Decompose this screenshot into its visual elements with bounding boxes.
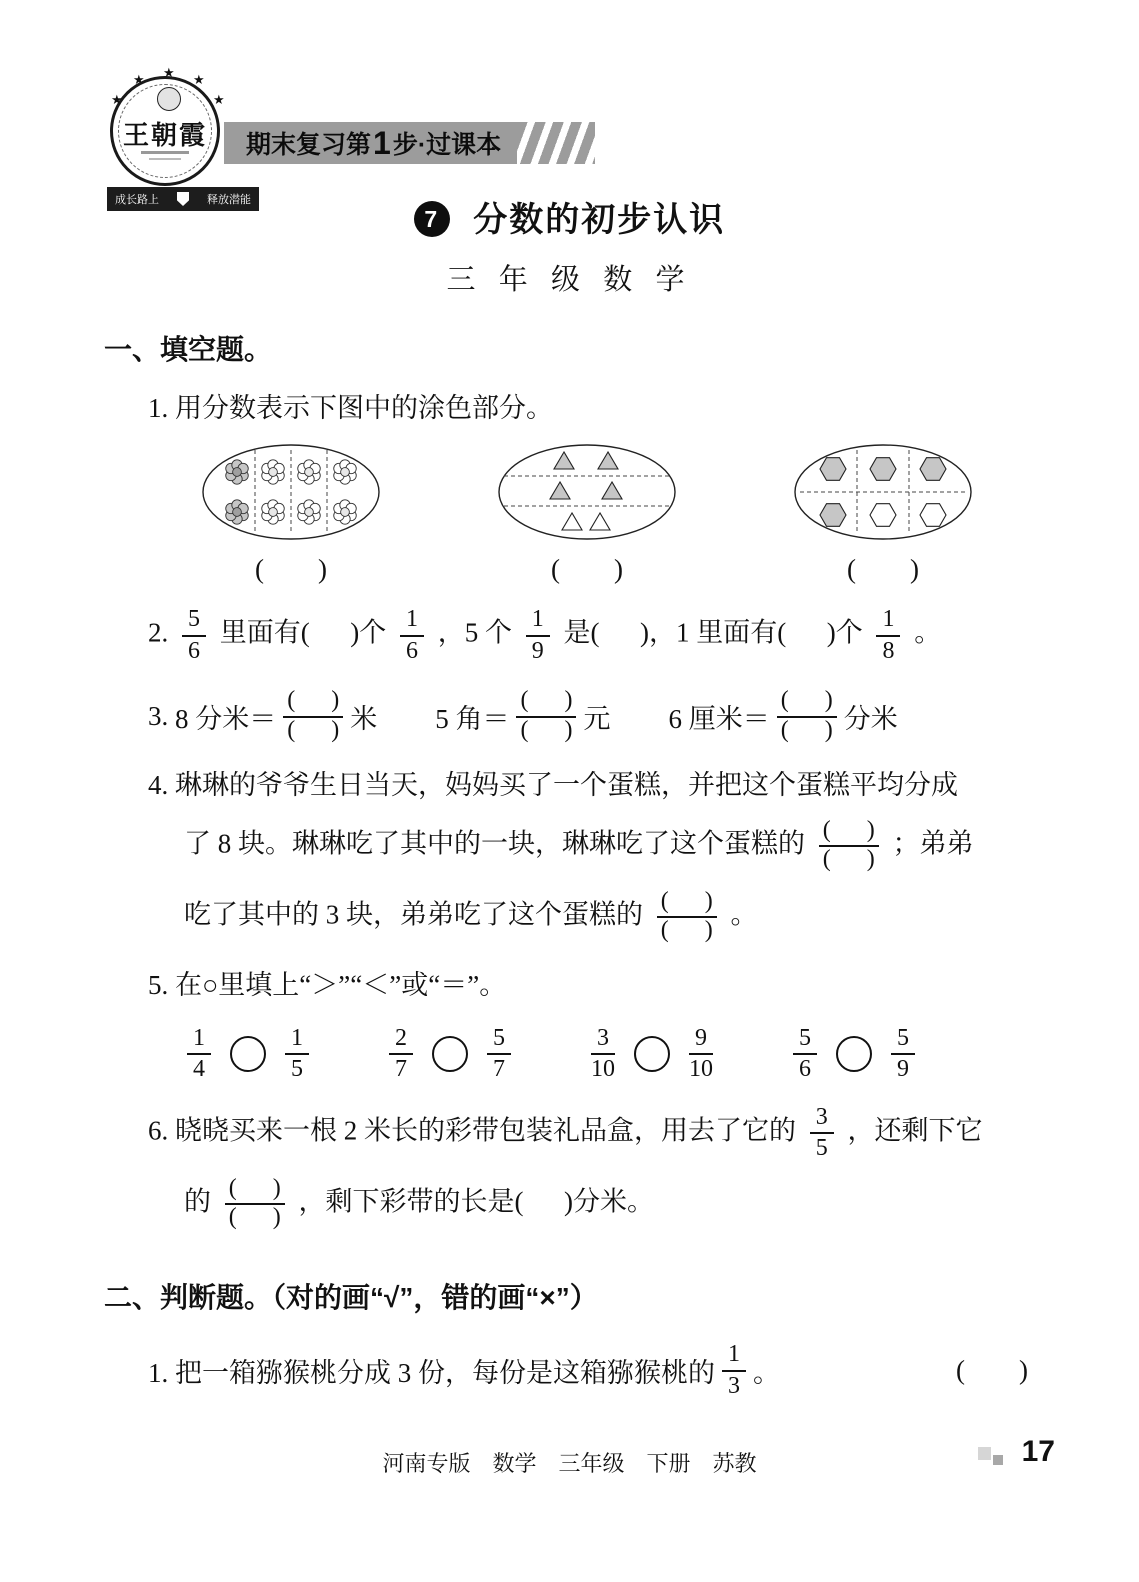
question-text: 6 厘米＝ bbox=[668, 704, 770, 735]
portrait-icon bbox=[157, 87, 181, 111]
logo-divider bbox=[141, 151, 189, 154]
question-6-line2 bbox=[184, 1176, 1139, 1233]
page-header bbox=[0, 0, 1139, 210]
question-text: 的 bbox=[184, 1186, 211, 1217]
question-4-line3 bbox=[184, 889, 1139, 946]
fraction-1-9: $\frac{1}{9}$ bbox=[526, 607, 550, 664]
question-text: 了 8 块。琳琳吃了其中的一块，琳琳吃了这个蛋糕的 bbox=[184, 828, 805, 859]
question-1-answer-blanks bbox=[196, 554, 1139, 585]
fraction-right: $\frac{5}{7}$ bbox=[487, 1026, 511, 1083]
comparison-pair bbox=[584, 1026, 720, 1083]
star-icon: ★ bbox=[163, 66, 175, 81]
fraction-right: $\frac{1}{5}$ bbox=[285, 1026, 309, 1083]
question-text: 。 bbox=[730, 899, 758, 930]
question-3 bbox=[148, 688, 1139, 745]
footer-edition-text: 河南专版 数学 三年级 下册 苏教 bbox=[382, 1451, 757, 1477]
fraction-left: $\frac{3}{10}$ bbox=[591, 1024, 615, 1083]
brand-name: 王朝霞 bbox=[122, 121, 207, 150]
figure-hexagons-svg bbox=[788, 442, 978, 542]
star-icon: ★ bbox=[111, 93, 123, 108]
question-text: 。 bbox=[914, 618, 942, 649]
section2-heading: 二、判断题。（对的画“√”，错的画“×”） bbox=[104, 1282, 598, 1314]
fraction-left: $\frac{1}{4}$ bbox=[187, 1026, 211, 1083]
question-text: 分米。 bbox=[572, 1186, 654, 1217]
fraction-1-6: $\frac{1}{6}$ bbox=[400, 607, 424, 664]
unit-number-badge: 7 bbox=[414, 201, 450, 237]
q3-part-1 bbox=[148, 688, 377, 745]
blank-fraction: $\frac{( )}{( )}$ bbox=[225, 1176, 285, 1233]
compare-circle bbox=[230, 1036, 266, 1072]
question-text: ，还剩下它 bbox=[847, 1115, 983, 1146]
compare-circle bbox=[634, 1036, 670, 1072]
question-text: ，剩下彩带的长是 bbox=[298, 1186, 515, 1217]
question-text: 6. 晓晓买来一根 2 米长的彩带包装礼品盒，用去了它的 bbox=[148, 1115, 796, 1146]
question-5-label: 5. 在○里填上“＞”“＜”或“＝”。 bbox=[148, 970, 507, 1001]
ribbon-right-text: 释放潜能 bbox=[207, 194, 251, 206]
q3-part-2 bbox=[435, 688, 610, 745]
banner-text bbox=[224, 122, 517, 164]
comparison-pair bbox=[382, 1026, 518, 1083]
page-footer bbox=[0, 1433, 1139, 1493]
answer-blank: ( ) bbox=[300, 618, 360, 649]
fraction-1-8: $\frac{1}{8}$ bbox=[876, 607, 900, 664]
banner-pre: 期末复习第 bbox=[246, 131, 372, 159]
brand-logo bbox=[96, 66, 251, 210]
question-text: ；弟弟 bbox=[892, 828, 974, 859]
question-number: 3. bbox=[148, 701, 169, 732]
comparison-pair bbox=[786, 1026, 922, 1083]
square-decoration bbox=[993, 1455, 1003, 1465]
answer-blank: ( ) bbox=[777, 618, 836, 649]
unit-title-text: 分数的初步认识 bbox=[473, 201, 726, 239]
answer-blank: ( ) bbox=[590, 618, 649, 649]
star-icon: ★ bbox=[193, 73, 205, 88]
unit-label: 分米 bbox=[843, 704, 898, 735]
figure-flowers-svg bbox=[196, 442, 386, 542]
fraction-left: $\frac{5}{6}$ bbox=[793, 1026, 817, 1083]
question-text: 。 bbox=[753, 1358, 780, 1389]
logo-ribbon bbox=[107, 187, 259, 211]
ribbon-left-text: 成长路上 bbox=[115, 194, 159, 206]
blank-fraction: $\frac{( )}{( )}$ bbox=[657, 889, 717, 946]
figure-flowers bbox=[196, 442, 386, 542]
question-text: 个 bbox=[835, 618, 863, 649]
blank-fraction: $\frac{( )}{( )}$ bbox=[819, 818, 879, 875]
figure-hexagons bbox=[788, 442, 978, 542]
question-text: 是 bbox=[563, 618, 591, 649]
answer-blank: ( ) bbox=[551, 554, 623, 585]
fraction-right: $\frac{5}{9}$ bbox=[891, 1026, 915, 1083]
square-decoration bbox=[978, 1447, 991, 1460]
subtitle: 三 年 级 数 学 bbox=[446, 264, 693, 296]
section2-question-1 bbox=[148, 1342, 1028, 1399]
question-4-line2 bbox=[184, 818, 1139, 875]
banner-stripes-decoration bbox=[517, 122, 595, 164]
blank-fraction: $\frac{( )}{( )}$ bbox=[283, 688, 343, 745]
answer-blank: ( ) bbox=[514, 1186, 573, 1217]
figure-triangles bbox=[492, 442, 682, 542]
comparison-pair bbox=[180, 1026, 316, 1083]
banner-step-number: 1 bbox=[373, 124, 391, 161]
question-text: 1. 把一箱猕猴桃分成 3 份，每份是这箱猕猴桃的 bbox=[148, 1358, 715, 1389]
question-1: 1. 用分数表示下图中的涂色部分。 bbox=[148, 393, 553, 423]
blank-fraction: $\frac{( )}{( )}$ bbox=[777, 688, 837, 745]
answer-blank: ( ) bbox=[956, 1355, 1028, 1386]
question-text: 吃了其中的 3 块，弟弟吃了这个蛋糕的 bbox=[184, 899, 643, 930]
section1-heading: 一、填空题。 bbox=[104, 334, 273, 365]
question-text: 里面有 bbox=[219, 618, 301, 649]
compare-circle bbox=[432, 1036, 468, 1072]
q3-part-3 bbox=[668, 688, 897, 745]
question-text: 8 分米＝ bbox=[175, 704, 277, 735]
question-5-comparisons bbox=[180, 1026, 922, 1083]
figure-triangles-svg bbox=[492, 442, 682, 542]
question-6-line1 bbox=[148, 1105, 1139, 1162]
star-icon: ★ bbox=[133, 73, 145, 88]
answer-blank: ( ) bbox=[255, 554, 327, 585]
unit-label: 元 bbox=[583, 704, 611, 735]
crest-icon bbox=[177, 192, 189, 206]
unit-label: 米 bbox=[350, 704, 378, 735]
fraction-3-5: $\frac{3}{5}$ bbox=[810, 1105, 834, 1162]
question-number: 2. bbox=[148, 618, 169, 649]
question-text: ，1 里面有 bbox=[648, 618, 778, 649]
question-text: 5 角＝ bbox=[435, 704, 510, 735]
fraction-left: $\frac{2}{7}$ bbox=[389, 1026, 413, 1083]
star-icon: ★ bbox=[213, 93, 225, 108]
fraction-5-6: $\frac{5}{6}$ bbox=[182, 607, 206, 664]
question-4-line1: 4. 琳琳的爷爷生日当天，妈妈买了一个蛋糕，并把这个蛋糕平均分成 bbox=[148, 770, 958, 801]
answer-blank: ( ) bbox=[847, 554, 919, 585]
question-2 bbox=[148, 607, 1139, 664]
compare-circle bbox=[836, 1036, 872, 1072]
question-text: ，5 个 bbox=[437, 618, 512, 649]
header-banner bbox=[224, 122, 595, 164]
banner-post: 步·过课本 bbox=[392, 131, 502, 159]
blank-fraction: $\frac{( )}{( )}$ bbox=[516, 688, 576, 745]
logo-divider bbox=[149, 158, 181, 160]
fraction-1-3: $\frac{1}{3}$ bbox=[722, 1342, 746, 1399]
question-1-figures bbox=[196, 442, 1139, 542]
page-number: 17 bbox=[1021, 1435, 1055, 1469]
logo-circle bbox=[110, 66, 251, 206]
question-text: 个 bbox=[359, 618, 387, 649]
fraction-right: $\frac{9}{10}$ bbox=[689, 1024, 713, 1083]
